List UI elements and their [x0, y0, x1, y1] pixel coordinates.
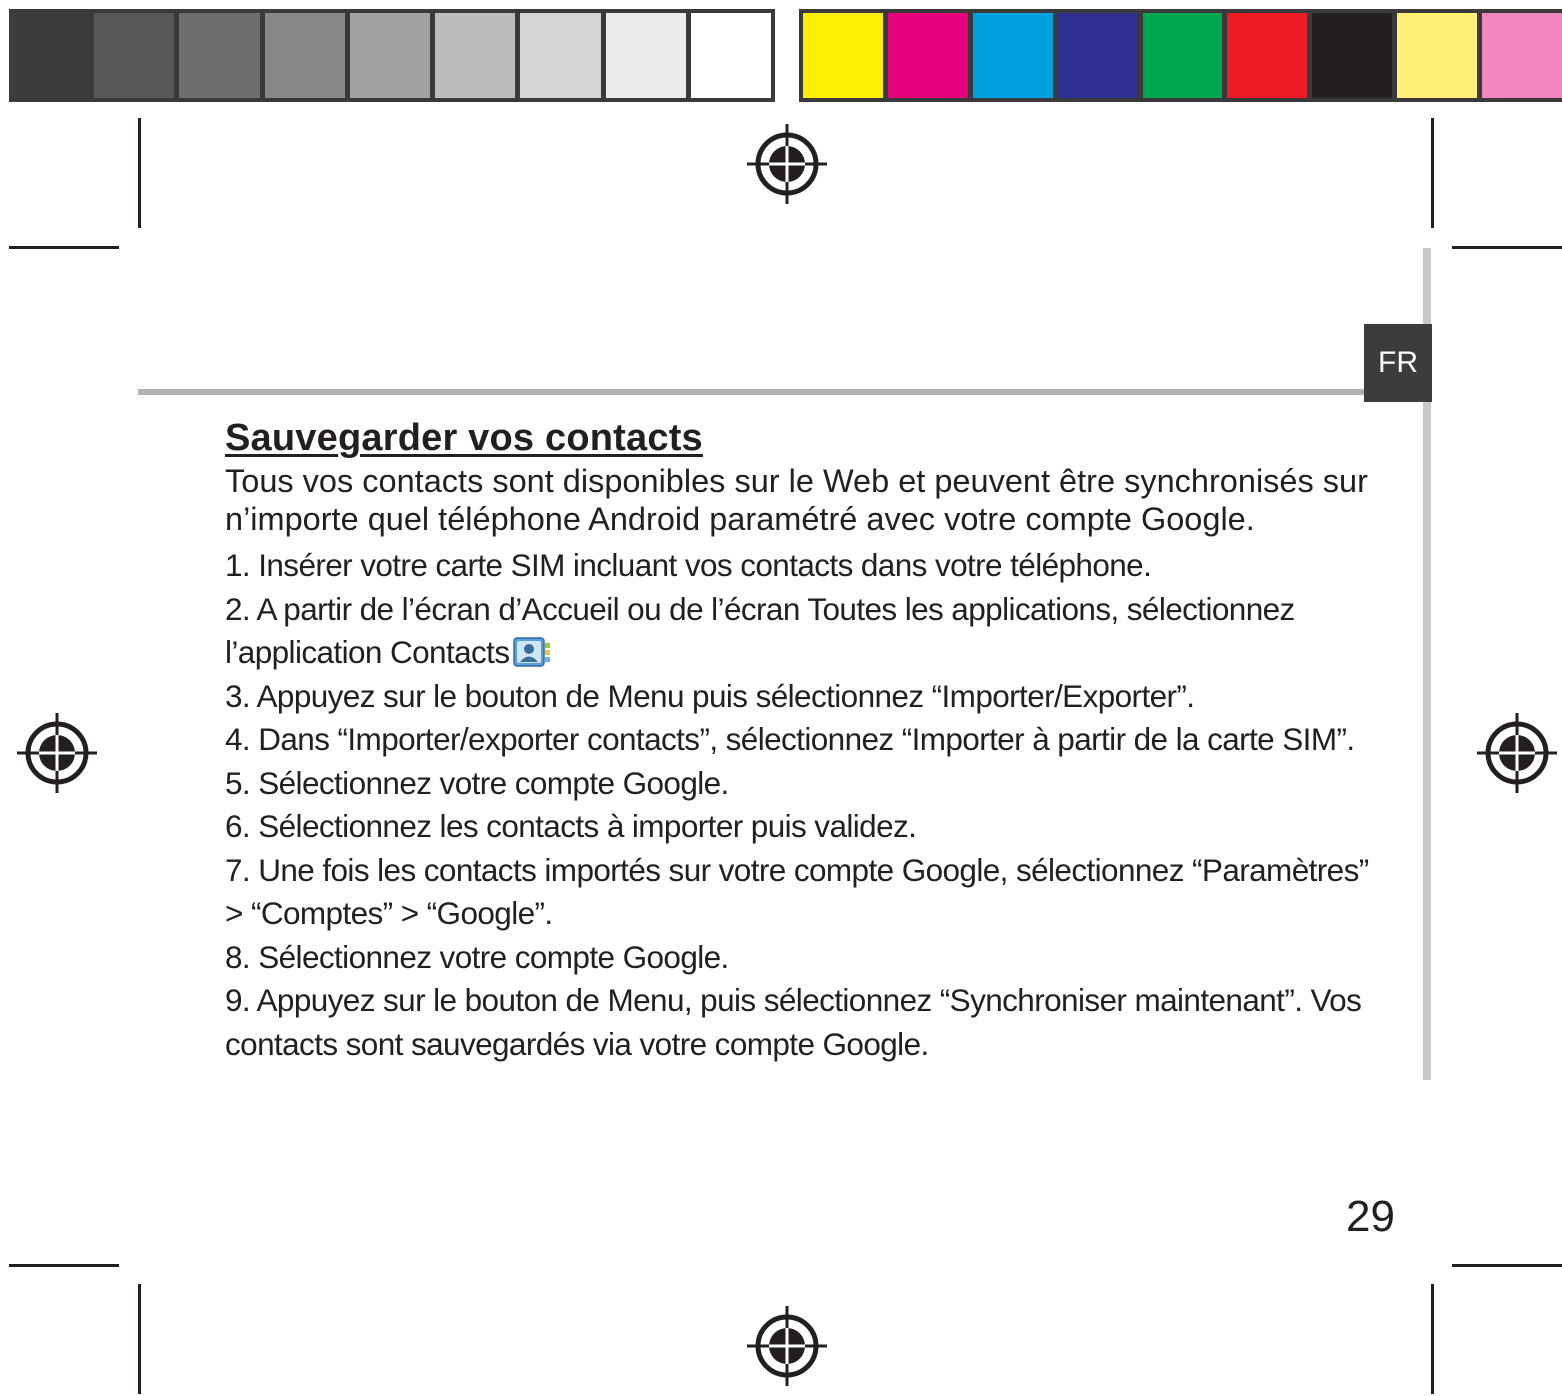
crop-mark-top-right-horizontal	[1452, 246, 1562, 249]
registration-mark-left-icon	[17, 713, 97, 793]
crop-mark-bottom-left-vertical	[138, 1284, 141, 1394]
color-calibration-bar	[799, 9, 1562, 102]
gray-swatch-9	[691, 13, 771, 98]
crop-mark-top-right-vertical	[1431, 118, 1434, 228]
page-content	[225, 414, 1375, 1066]
crop-mark-bottom-left-horizontal	[9, 1264, 119, 1267]
step-item: 7. Une fois les contacts importés sur votre compte Google, sélectionnez “Paramètres” > “Comptes” > “Google”.	[225, 851, 1369, 931]
gray-swatch-5	[350, 13, 430, 98]
step-item: 6. Sélectionnez les contacts à importer puis validez.	[225, 808, 917, 844]
step-item: 2. A partir de l’écran d’Accueil ou de l’écran Toutes les applications, sélectionnez l’application Contacts	[225, 590, 1295, 670]
color-swatch-9	[1482, 13, 1562, 98]
registration-mark-right-icon	[1477, 713, 1557, 793]
section-intro: Tous vos contacts sont disponibles sur le Web et peuvent être synchronisés sur n’importe quel téléphone Android paramétré avec votre compte Google.	[225, 463, 1368, 537]
step-item: 4. Dans “Importer/exporter contacts”, sélectionnez “Importer à partir de la carte SIM”.	[225, 721, 1355, 757]
crop-mark-top-left-vertical	[138, 118, 141, 228]
color-swatch-3	[973, 13, 1053, 98]
step-item: 1. Insérer votre carte SIM incluant vos contacts dans votre téléphone.	[225, 547, 1152, 583]
crop-mark-top-left-horizontal	[9, 246, 119, 249]
color-swatch-4	[1058, 13, 1138, 98]
crop-mark-bottom-right-vertical	[1431, 1284, 1434, 1394]
registration-mark-bottom-icon	[747, 1306, 827, 1386]
color-swatch-2	[888, 13, 968, 98]
color-swatch-6	[1227, 13, 1307, 98]
section-divider-line	[138, 389, 1368, 395]
gray-swatch-2	[94, 13, 174, 98]
color-swatch-5	[1143, 13, 1223, 98]
registration-mark-top-icon	[747, 124, 827, 204]
gray-swatch-8	[606, 13, 686, 98]
gray-swatch-4	[265, 13, 345, 98]
step-item: 5. Sélectionnez votre compte Google.	[225, 764, 729, 801]
color-swatch-8	[1397, 13, 1477, 98]
crop-mark-bottom-right-horizontal	[1452, 1264, 1562, 1267]
steps-list	[225, 544, 1375, 1066]
gray-swatch-7	[520, 13, 600, 98]
contacts-app-icon	[513, 637, 553, 667]
section-title: Sauvegarder vos contacts	[225, 417, 703, 459]
language-tab: FR	[1364, 324, 1432, 402]
color-swatch-1	[803, 13, 883, 98]
step-item: 9. Appuyez sur le bouton de Menu, puis sélectionnez “Synchroniser maintenant”. Vos contacts sont sauvegardés via votre compte Google.	[225, 982, 1362, 1062]
gray-swatch-6	[435, 13, 515, 98]
step-item: 8. Sélectionnez votre compte Google.	[225, 938, 729, 975]
gray-swatch-3	[179, 13, 259, 98]
page-number: 29	[1346, 1192, 1395, 1241]
gray-swatch-1	[9, 13, 89, 98]
color-swatch-7	[1312, 13, 1392, 98]
grayscale-calibration-bar	[9, 9, 775, 102]
step-item: 3. Appuyez sur le bouton de Menu puis sélectionnez “Importer/Exporter”.	[225, 677, 1195, 714]
